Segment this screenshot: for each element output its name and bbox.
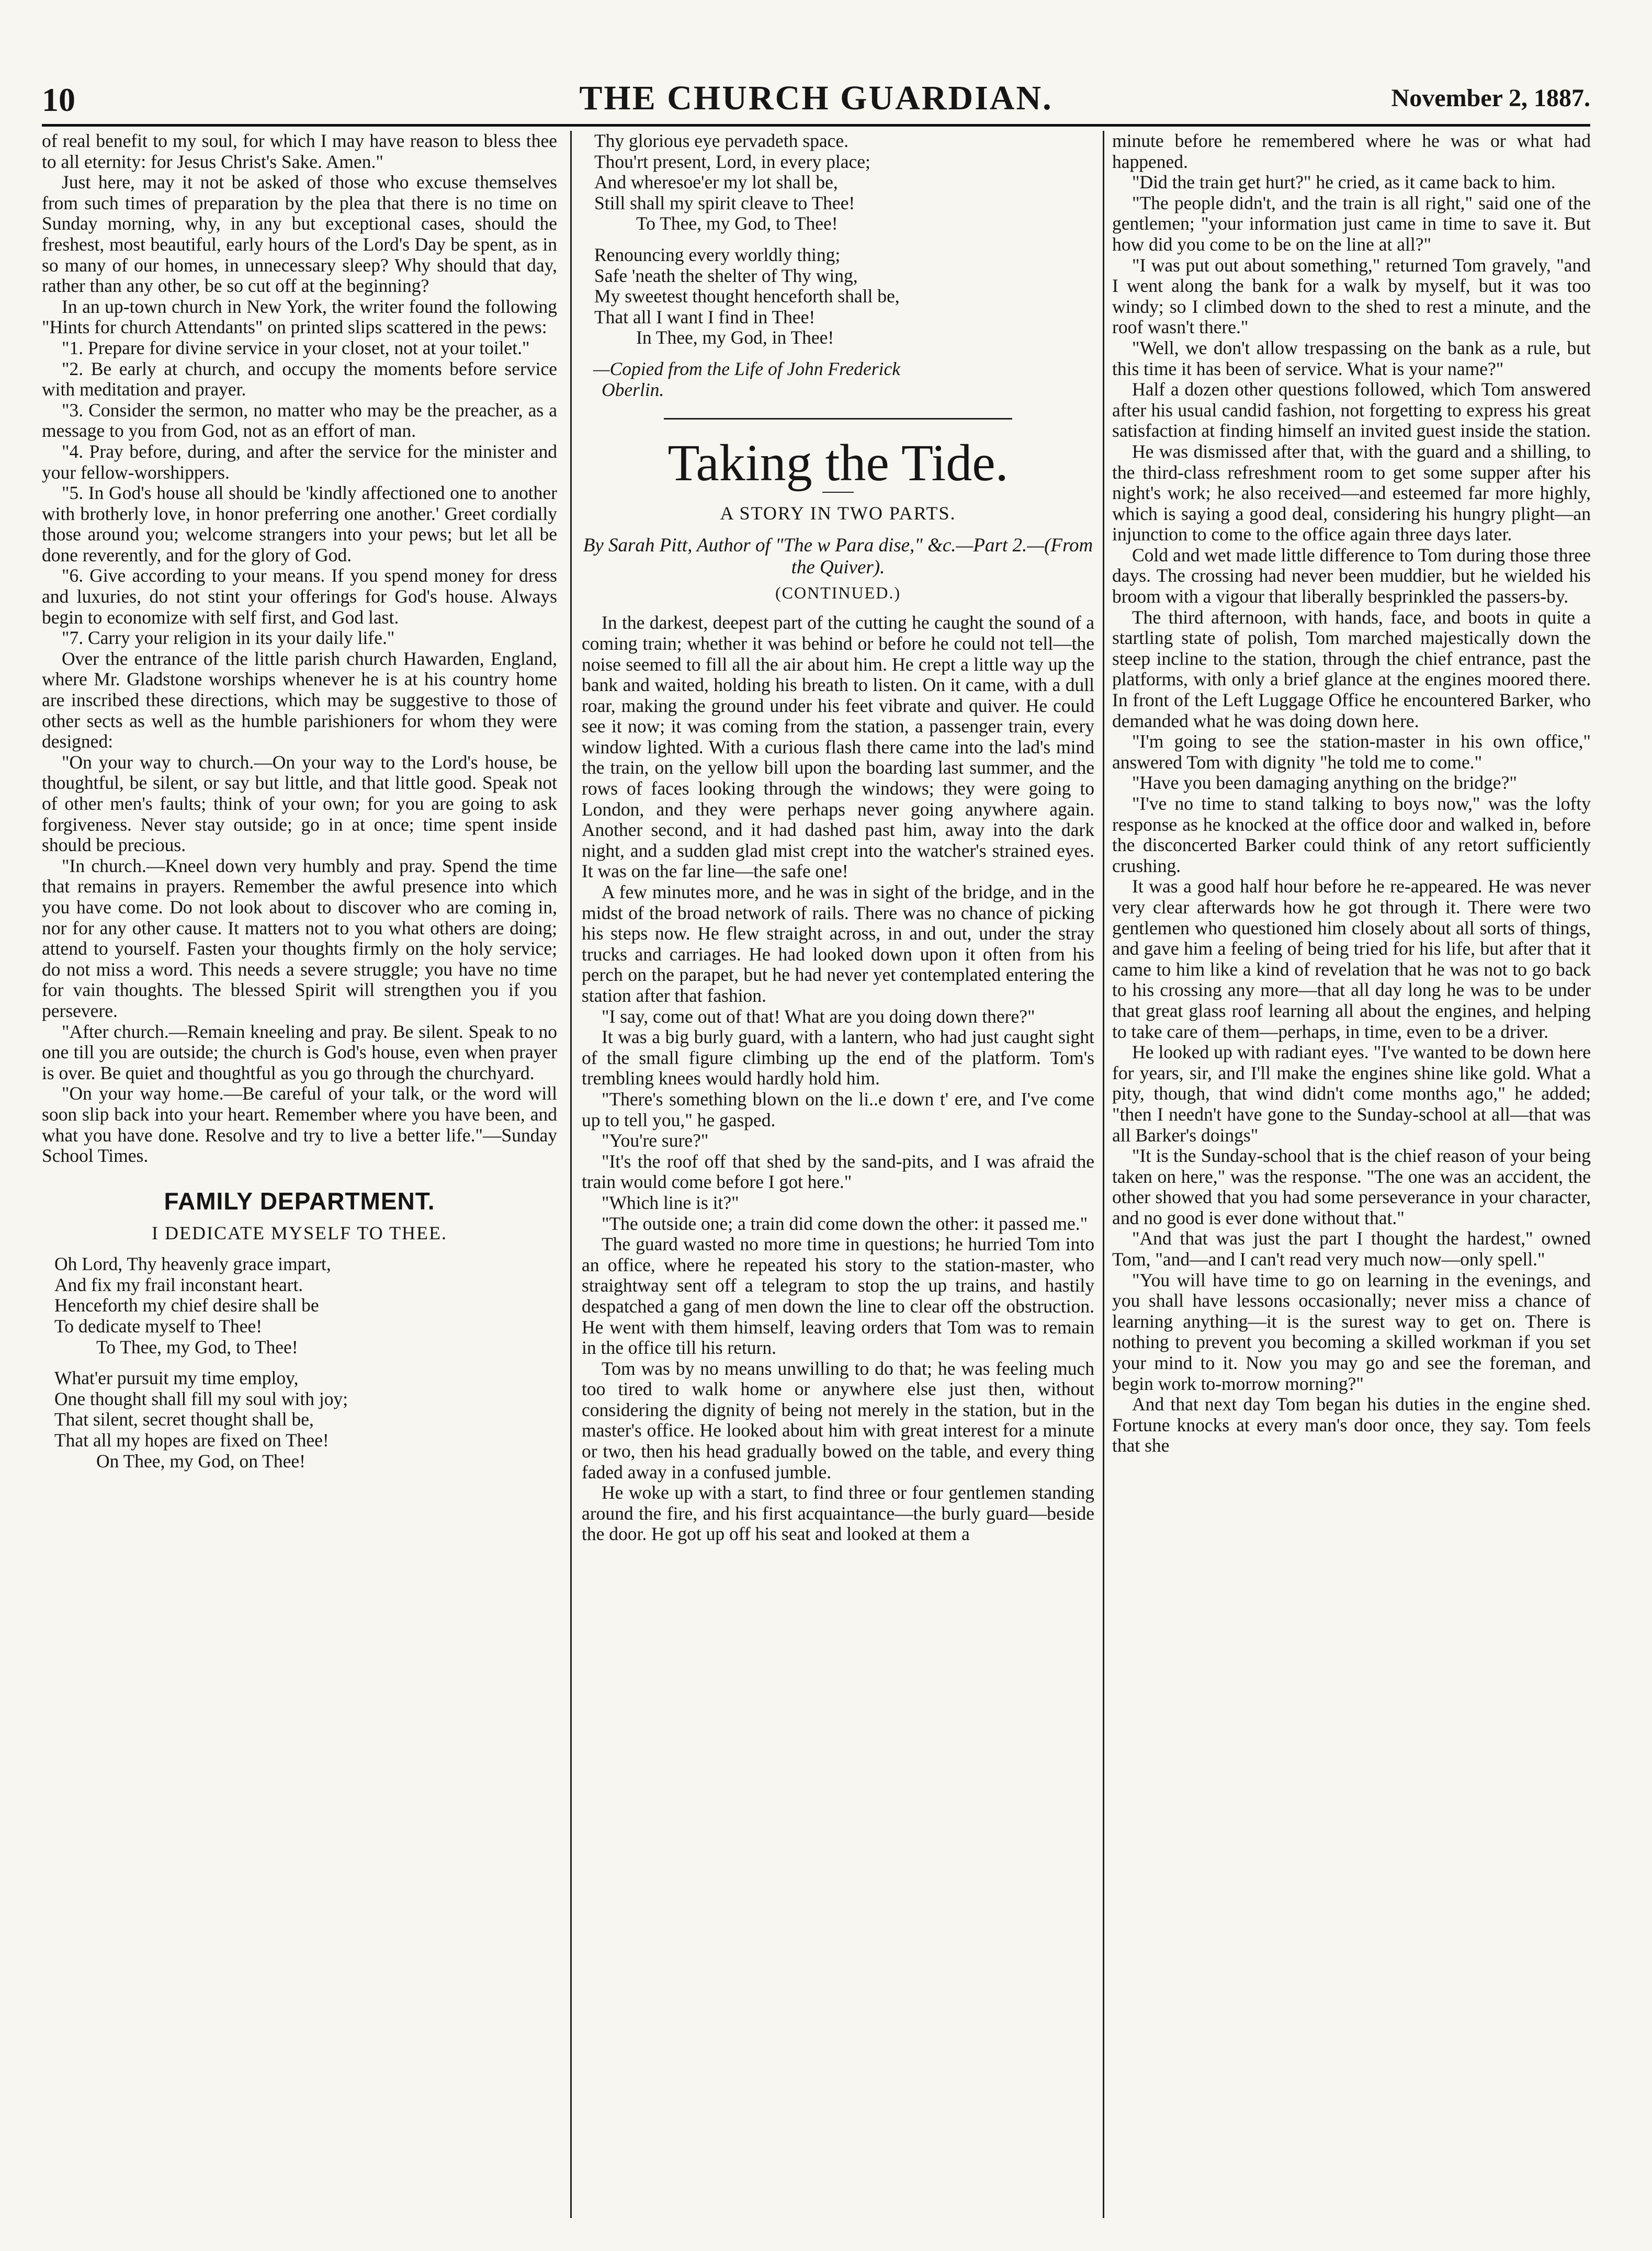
paragraph: "And that was just the part I thought the hardest," owned Tom, "and—and I can't read very much now—only spell." — [1112, 1228, 1591, 1270]
page-number: 10 — [42, 81, 75, 118]
paragraph: Tom was by no means unwilling to do that; he was feeling much too tired to walk home or anywhere else just then, without considering the dignity of being not merely in the station, but in the master's office. He looked about him with great interest for a minute or two, then his head gradually bowed on the table, and every thing faded away in a confused jumble. — [582, 1358, 1094, 1483]
paragraph: "1. Prepare for divine service in your closet, not at your toilet." — [62, 337, 530, 358]
verse-line: Safe 'neath the shelter of Thy wing, — [594, 265, 858, 286]
paragraph: "Have you been damaging anything on the bridge?" — [1132, 772, 1517, 794]
continued-label: (CONTINUED.) — [775, 583, 901, 602]
verse-refrain: To Thee, my God, to Thee! — [96, 1336, 298, 1358]
paragraph: In the darkest, deepest part of the cutting he caught the sound of a coming train; whether it was behind or before he could not tell—the noise seemed to fill all the air about him. He crept a little way up the bank and waited, holding his breath to listen. On it came, with a dull roar, making the ground under his feet vibrate and quiver. He could see it now; it was coming from the station, a passenger train, every window lighted. With a curious flash there came into the lad's mind the train, on the yellow bill upon the boarding last summer, and the rows of faces looking through the windows; they were going to London, and they were perhaps never going anywhere again. Another second, and it had dashed past him, away into the dark night, and a sudden glad mist crept into the watcher's strained eyes. It was on the far line—the safe one! — [582, 612, 1094, 882]
column-3 — [1112, 131, 1591, 2218]
paragraph: "On your way home.—Be careful of your talk, or the word will soon slip back into your heart. Remember where you have been, and what you have done. Resolve and try to live a better life."—Sunday School Times. — [42, 1083, 557, 1167]
paragraph: "It is the Sunday-school that is the chief reason of your being taken on here," was the response. "The one was an accident, the other showed that you had some perseverance in your character, and no good is ever done without that." — [1112, 1145, 1591, 1228]
department-heading: FAMILY DEPARTMENT. — [164, 1187, 435, 1215]
verse-line: One thought shall fill my soul with joy; — [54, 1388, 348, 1409]
paragraph: "I say, come out of that! What are you doing down there?" — [602, 1005, 1035, 1027]
paragraph: "3. Consider the sermon, no matter who may be the preacher, as a message to you from God, not as an effort of man. — [42, 399, 557, 442]
paragraph: He was dismissed after that, with the guard and a shilling, to the third-class refreshment room to get some supper after his night's work; he also received—and esteemed far more highly, which is saying a good deal, considering his hungry plight—an injunction to come to the office again three days later. — [1112, 440, 1591, 545]
story-byline: By Sarah Pitt, Author of "The w Para dise," &c.—Part 2.—(From the Quiver). — [583, 534, 1093, 578]
paragraph: "5. In God's house all should be 'kindly affectioned one to another with brotherly love, in honor preferring one another.' Greet cordially those around you; welcome strangers into your pews; but let all be done reverently, and for the glory of God. — [42, 482, 557, 565]
paragraph: It was a good half hour before he re-appeared. He was never very clear afterwards how he got through it. There were two gentlemen who questioned him closely about all sorts of things, and gave him a feeling of being tried for his life, but after that it came to him like a kind of revelation that he was not to go back to his crossing any more—that all day long he was to be under that great glass roof learning all about the engines, and helping to take care of them—perhaps, in time, even to be a driver. — [1112, 876, 1591, 1042]
masthead — [42, 78, 1590, 120]
paragraph: Cold and wet made little difference to Tom during those three days. The crossing had never been muddier, but he wielded his broom with a vigour that liberally besprinkled the passers-by. — [1112, 544, 1591, 607]
paragraph: "I've no time to stand talking to boys now," was the lofty response as he knocked at the office door and walked in, before the disconcerted Barker could think of any retort sufficiently crushing. — [1112, 793, 1591, 876]
paragraph: "The outside one; a train did come down the other: it passed me." — [602, 1213, 1088, 1234]
paragraph: "You will have time to go on learning in the evenings, and you shall have lessons occasionally; never miss a chance of learning anything—it is the surest way to get on. There is nothing to prevent you becoming a skilled workman if you set your mind to it. Now you may go and see the foreman, and begin work to-morrow morning?" — [1112, 1269, 1591, 1394]
verse-line: To dedicate myself to Thee! — [54, 1316, 263, 1337]
verse-line: My sweetest thought henceforth shall be, — [594, 286, 900, 307]
issue-date: November 2, 1887. — [1391, 84, 1590, 112]
paragraph: "2. Be early at church, and occupy the moments before service with meditation and prayer. — [42, 358, 557, 400]
poem-title: I DEDICATE MYSELF TO THEE. — [152, 1222, 447, 1243]
paragraph: A few minutes more, and he was in sight of the bridge, and in the midst of the broad network of rails. There was no chance of picking his steps now. He flew straight across, in and out, under the stray trucks and carriages. He had looked down upon it often from his perch on the parapet, but he had never yet contemplated entering the station after that fashion. — [582, 881, 1094, 1006]
paragraph: He looked up with radiant eyes. "I've wanted to be down here for years, sir, and I'll make the engines shine like gold. What a pity, though, that wind didn't come months ago," he added; "then I needn't have gone to the Sunday-school at all—that was all Barker's doings" — [1112, 1042, 1591, 1146]
paragraph: "On your way to church.—On your way to the Lord's house, be thoughtful, be silent, or say but little, and that little good. Speak not of other men's faults; think of your own; for you are going to ask forgiveness. Never stay outside; go in at once; time spent inside should be precious. — [42, 751, 557, 856]
verse-line: Henceforth my chief desire shall be — [54, 1295, 319, 1316]
verse-line: Still shall my spirit cleave to Thee! — [594, 192, 855, 213]
verse-line: And fix my frail inconstant heart. — [54, 1274, 303, 1295]
paragraph: Over the entrance of the little parish church Hawarden, England, where Mr. Gladstone worships whenever he is at his country home are inscribed these directions, which may be suggestive to those of other sects as well as the humble parishioners for whom they were designed: — [42, 648, 557, 752]
column-2 — [582, 131, 1094, 2218]
poem-source: —Copied from the Life of John Frederick — [593, 358, 900, 379]
verse-refrain: On Thee, my God, on Thee! — [96, 1450, 305, 1472]
newspaper-title: THE CHURCH GUARDIAN. — [579, 79, 1053, 117]
paragraph: "Which line is it?" — [602, 1192, 739, 1213]
paragraph: of real benefit to my soul, for which I may have reason to bless thee to all eternity: for Jesus Christ's Sake. Amen." — [42, 131, 557, 172]
poem-source: Oberlin. — [602, 379, 664, 400]
verse-line: That silent, secret thought shall be, — [54, 1409, 314, 1430]
verse-line: And wheresoe'er my lot shall be, — [594, 172, 838, 193]
verse-line: Thou'rt present, Lord, in every place; — [594, 151, 870, 172]
poem-stanza — [594, 131, 1094, 234]
paragraph: The guard wasted no more time in questions; he hurried Tom into an office, where he repeated his story to the station-master, who straightway sent off a telegram to stop the up trains, and hastily despatched a gang of men down the line to clear off the obstruction. He went with them himself, leaving orders that Tom was to remain in the office till his return. — [582, 1234, 1094, 1359]
poem-stanza — [54, 1254, 557, 1358]
paragraph: "In church.—Kneel down very humbly and pray. Spend the time that remains in prayers. Remember the awful presence into which you have come. Do not look about to discover who are coming in, nor for any other cause. It matters not to you what others are doing; attend to yourself. Fasten your thoughts firmly on the holy service; do not miss a word. This needs a severe struggle; you have no time for vain thoughts. The blessed Spirit will strengthen you if you persevere. — [42, 855, 557, 1021]
verse-line: What'er pursuit my time employ, — [54, 1367, 299, 1389]
paragraph: "Did the train get hurt?" he cried, as it came back to him. — [1132, 172, 1556, 193]
verse-line: Thy glorious eye pervadeth space. — [594, 131, 848, 151]
verse-line: Renouncing every worldly thing; — [594, 244, 841, 265]
verse-line: That all I want I find in Thee! — [594, 306, 816, 327]
verse-line: Oh Lord, Thy heavenly grace impart, — [54, 1253, 331, 1275]
verse-refrain: In Thee, my God, in Thee! — [636, 327, 834, 348]
masthead-rule — [42, 124, 1590, 127]
paragraph: "I'm going to see the station-master in his own office," answered Tom with dignity "he told me to come." — [1112, 731, 1591, 773]
paragraph: "It's the roof off that shed by the sand-pits, and I was afraid the train would come before I got here." — [582, 1150, 1094, 1193]
paragraph: "7. Carry your religion in its your daily life." — [62, 627, 395, 649]
paragraph: "The people didn't, and the train is all right," said one of the gentlemen; "your information just came in time to save it. But how did you come to be on the line at all?" — [1112, 192, 1591, 255]
paragraph: Just here, may it not be asked of those who excuse themselves from such times of preparation by the plea that there is no time on Sunday morning, why, in any but exceptional cases, should the freshest, most beautiful, early hours of the Lord's Day be spent, as in so many of our homes, in unnecessary sleep? Why should that day, rather than any other, be so cut off at the beginning? — [42, 172, 557, 297]
paragraph: "You're sure?" — [602, 1130, 709, 1151]
column-divider — [1103, 131, 1104, 2218]
paragraph: "6. Give according to your means. If you spend money for dress and luxuries, do not stint your offerings for God's house. Always begin to economize with self first, and God last. — [42, 565, 557, 628]
story-subtitle: A STORY IN TWO PARTS. — [720, 503, 956, 524]
poem-stanza — [594, 245, 1094, 348]
paragraph: "Well, we don't allow trespassing on the bank as a rule, but this time it has been of service. What is your name?" — [1112, 337, 1591, 379]
verse-refrain: To Thee, my God, to Thee! — [636, 213, 838, 234]
paragraph: And that next day Tom began his duties in the engine shed. Fortune knocks at every man's door once, they say. Tom feels that she — [1112, 1394, 1591, 1456]
paragraph: minute before he remembered where he was or what had happened. — [1112, 131, 1591, 172]
paragraph: Half a dozen other questions followed, which Tom answered after his usual candid fashion, not forgetting to express his great satisfaction at finding himself an invited guest inside the station. — [1112, 379, 1591, 442]
verse-line: That all my hopes are fixed on Thee! — [54, 1430, 329, 1451]
paragraph: "I was put out about something," returned Tom gravely, "and I went along the bank for a walk by myself, but it was too windy; so I climbed down to the shed to rest a minute, and the roof wasn't there." — [1112, 254, 1591, 338]
paragraph: "After church.—Remain kneeling and pray. Be silent. Speak to no one till you are outside; the church is God's house, even when prayer is over. Be quiet and thoughtful as you go through the churchyard. — [42, 1021, 557, 1083]
paragraph: "There's something blown on the li..e down t' ere, and I've come up to tell you," he gasped. — [582, 1088, 1094, 1130]
paragraph: It was a big burly guard, with a lantern, who had just caught sight of the small figure climbing up the end of the platform. Tom's trembling knees would hardly hold him. — [582, 1026, 1094, 1089]
column-1 — [42, 131, 557, 2218]
paragraph: He woke up with a start, to find three or four gentlemen standing around the fire, and his first acquaintance—the burly guard—beside the door. He got up off his seat and looked at them a — [582, 1482, 1094, 1545]
title-dash — [822, 492, 854, 493]
section-rule — [664, 418, 1012, 420]
column-divider — [570, 131, 572, 2218]
story-title: Taking the Tide. — [667, 434, 1009, 492]
poem-stanza — [54, 1368, 557, 1472]
paragraph: "4. Pray before, during, and after the service for the minister and your fellow-worshippers. — [42, 440, 557, 483]
paragraph: The third afternoon, with hands, face, and boots in quite a startling state of polish, Tom marched majestically down the steep incline to the station, through the chief entrance, past the platforms, with only a brief glance at the engines moored there. In front of the Left Luggage Office he encountered Barker, who demanded what he was doing down here. — [1112, 606, 1591, 731]
paragraph: In an up-town church in New York, the writer found the following "Hints for church Attendants" on printed slips scattered in the pews: — [42, 296, 557, 338]
